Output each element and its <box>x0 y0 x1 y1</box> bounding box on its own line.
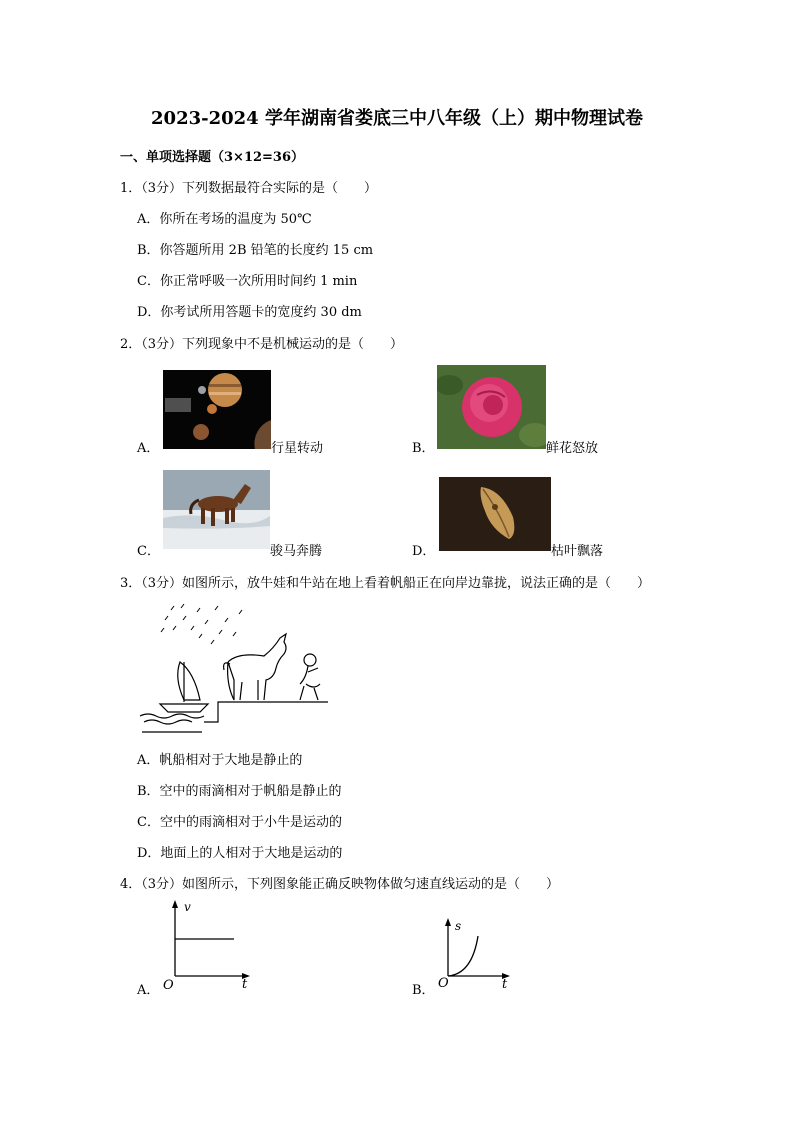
q1-option-a: A．你所在考场的温度为 50℃ <box>137 212 312 227</box>
leaf-image <box>439 477 551 551</box>
q3-option-a: A．帆船相对于大地是静止的 <box>137 753 303 768</box>
q2-option-a-caption: 行星转动 <box>271 441 324 456</box>
q4-option-b-letter: B． <box>412 983 435 998</box>
question-4: 4．（3分）如图所示，下列图象能正确反映物体做匀速直线运动的是（ ） <box>120 877 560 892</box>
section-heading: 一、单项选择题（3×12=36） <box>120 150 305 165</box>
q3-option-d: D．地面上的人相对于大地是运动的 <box>137 846 343 861</box>
rose-image <box>437 365 546 449</box>
q4-b-xlabel: t <box>502 977 508 992</box>
q2-option-b-caption: 鲜花怒放 <box>546 441 599 456</box>
q1-option-c: C．你正常呼吸一次所用时间约 1 min <box>137 274 358 289</box>
q4-option-a-letter: A． <box>137 983 160 998</box>
q4-a-xlabel: t <box>242 977 248 992</box>
q2-option-c-letter: C． <box>137 544 160 559</box>
q1-option-d: D．你考试所用答题卡的宽度约 30 dm <box>137 305 362 320</box>
q4-b-ylabel: s <box>455 919 462 933</box>
q4-a-ylabel: v <box>184 900 191 914</box>
q2-option-d-caption: 枯叶飘落 <box>551 544 604 559</box>
horse-image <box>163 470 270 549</box>
question-2: 2．（3分）下列现象中不是机械运动的是（ ） <box>120 337 404 352</box>
question-3: 3．（3分）如图所示，放牛娃和牛站在地上看着帆船正在向岸边靠拢，说法正确的是（ ） <box>120 576 651 591</box>
planets-image <box>163 370 271 449</box>
boat-cow-figure <box>138 598 328 738</box>
q3-option-b: B．空中的雨滴相对于帆船是静止的 <box>137 784 342 799</box>
q2-option-b-letter: B． <box>412 441 435 456</box>
q4-b-origin: O <box>438 976 449 991</box>
page-title: 2023-2024 学年湖南省娄底三中八年级（上）期中物理试卷 <box>151 108 643 129</box>
q4-a-origin: O <box>163 978 174 993</box>
q2-option-a-letter: A． <box>137 441 160 456</box>
q2-option-d-letter: D． <box>412 544 436 559</box>
question-1: 1．（3分）下列数据最符合实际的是（ ） <box>120 181 378 196</box>
q2-option-c-caption: 骏马奔腾 <box>270 544 323 559</box>
q3-option-c: C．空中的雨滴相对于小牛是运动的 <box>137 815 342 830</box>
q1-option-b: B．你答题所用 2B 铅笔的长度约 15 cm <box>137 243 374 258</box>
